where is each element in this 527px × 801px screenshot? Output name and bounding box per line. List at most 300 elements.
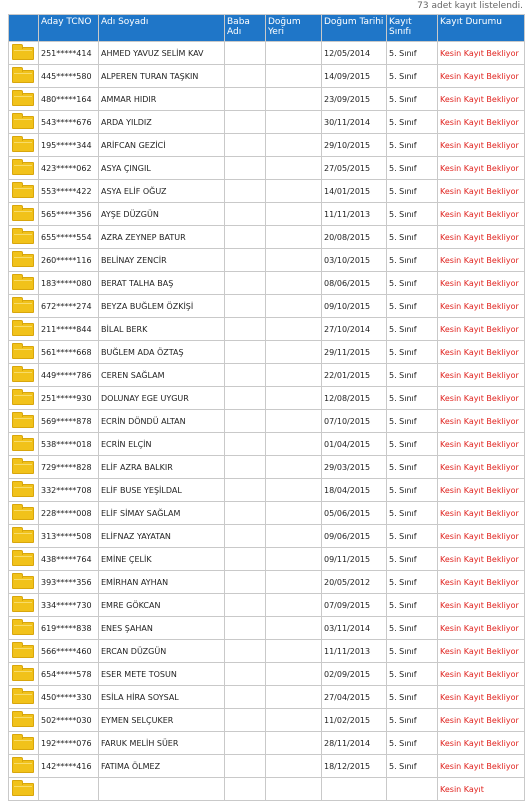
cell-name: ECRİN DÖNDÜ ALTAN (99, 410, 225, 433)
cell-father (225, 479, 266, 502)
folder-icon[interactable] (12, 369, 34, 382)
folder-icon[interactable] (12, 622, 34, 635)
folder-icon[interactable] (12, 714, 34, 727)
cell-birthplace (266, 272, 322, 295)
cell-name: FATIMA ÖLMEZ (99, 755, 225, 778)
folder-icon[interactable] (12, 300, 34, 313)
cell-birthdate: 23/09/2015 (322, 88, 387, 111)
cell-birthplace (266, 88, 322, 111)
table-row[interactable] (9, 571, 525, 594)
folder-icon[interactable] (12, 576, 34, 589)
cell-birthplace (266, 134, 322, 157)
cell-grade: 5. Sınıf (387, 42, 438, 65)
cell-status: Kesin Kayıt Bekliyor (438, 157, 525, 180)
cell-folder (9, 134, 39, 157)
cell-birthdate: 27/05/2015 (322, 157, 387, 180)
folder-icon[interactable] (12, 254, 34, 267)
cell-name: FARUK MELİH SÜER (99, 732, 225, 755)
cell-birthplace (266, 226, 322, 249)
cell-birthdate: 11/02/2015 (322, 709, 387, 732)
table-row[interactable] (9, 272, 525, 295)
cell-father (225, 709, 266, 732)
cell-birthplace (266, 318, 322, 341)
cell-status: Kesin Kayıt Bekliyor (438, 732, 525, 755)
cell-name (99, 778, 225, 801)
cell-birthdate: 07/10/2015 (322, 410, 387, 433)
cell-name: ALPEREN TURAN TAŞKIN (99, 65, 225, 88)
cell-birthplace (266, 111, 322, 134)
table-row[interactable] (9, 456, 525, 479)
table-row[interactable] (9, 778, 525, 801)
cell-birthdate: 09/11/2015 (322, 548, 387, 571)
table-row[interactable] (9, 686, 525, 709)
cell-tcno (39, 778, 99, 801)
cell-grade: 5. Sınıf (387, 709, 438, 732)
cell-name: BEYZA BUĞLEM ÖZKİŞİ (99, 295, 225, 318)
table-row[interactable] (9, 732, 525, 755)
table-row[interactable] (9, 341, 525, 364)
cell-folder (9, 433, 39, 456)
cell-grade: 5. Sınıf (387, 456, 438, 479)
folder-icon[interactable] (12, 783, 34, 796)
cell-folder (9, 732, 39, 755)
cell-grade (387, 778, 438, 801)
cell-father (225, 732, 266, 755)
cell-tcno: 423*****062 (39, 157, 99, 180)
cell-birthdate: 14/09/2015 (322, 65, 387, 88)
cell-name: BUĞLEM ADA ÖZTAŞ (99, 341, 225, 364)
cell-name: ELİF SİMAY SAĞLAM (99, 502, 225, 525)
cell-father (225, 341, 266, 364)
cell-tcno: 450*****330 (39, 686, 99, 709)
cell-birthplace (266, 410, 322, 433)
header-status[interactable]: Kayıt Durumu (438, 15, 525, 42)
cell-folder (9, 341, 39, 364)
cell-tcno: 619*****838 (39, 617, 99, 640)
cell-status: Kesin Kayıt Bekliyor (438, 571, 525, 594)
cell-grade: 5. Sınıf (387, 341, 438, 364)
folder-icon[interactable] (12, 668, 34, 681)
cell-name: BERAT TALHA BAŞ (99, 272, 225, 295)
cell-name: EMİNE ÇELİK (99, 548, 225, 571)
cell-tcno: 195*****344 (39, 134, 99, 157)
cell-name: ASYA ELİF OĞUZ (99, 180, 225, 203)
cell-father (225, 433, 266, 456)
cell-tcno: 260*****116 (39, 249, 99, 272)
folder-icon[interactable] (12, 737, 34, 750)
cell-name: ARİFCAN GEZİCİ (99, 134, 225, 157)
cell-birthdate: 29/10/2015 (322, 134, 387, 157)
student-table (8, 14, 525, 801)
cell-tcno: 565*****356 (39, 203, 99, 226)
cell-name: EMİRHAN AYHAN (99, 571, 225, 594)
cell-status: Kesin Kayıt Bekliyor (438, 755, 525, 778)
cell-birthdate: 28/11/2014 (322, 732, 387, 755)
cell-folder (9, 755, 39, 778)
cell-birthdate: 08/06/2015 (322, 272, 387, 295)
folder-icon[interactable] (12, 231, 34, 244)
cell-folder (9, 502, 39, 525)
cell-father (225, 203, 266, 226)
cell-birthdate: 29/11/2015 (322, 341, 387, 364)
cell-tcno: 334*****730 (39, 594, 99, 617)
cell-folder (9, 364, 39, 387)
cell-grade: 5. Sınıf (387, 364, 438, 387)
cell-folder (9, 778, 39, 801)
cell-birthdate: 18/04/2015 (322, 479, 387, 502)
table-row[interactable] (9, 617, 525, 640)
cell-birthplace (266, 732, 322, 755)
cell-father (225, 778, 266, 801)
cell-tcno: 729*****828 (39, 456, 99, 479)
table-row[interactable] (9, 157, 525, 180)
cell-grade: 5. Sınıf (387, 157, 438, 180)
table-row[interactable] (9, 433, 525, 456)
cell-father (225, 65, 266, 88)
cell-father (225, 134, 266, 157)
cell-name: AMMAR HIDIR (99, 88, 225, 111)
cell-name: ELİF BUSE YEŞİLDAL (99, 479, 225, 502)
cell-father (225, 157, 266, 180)
cell-birthdate: 29/03/2015 (322, 456, 387, 479)
folder-icon[interactable] (12, 415, 34, 428)
header-birthdate[interactable]: Doğum Tarihi (322, 15, 387, 42)
cell-status: Kesin Kayıt Bekliyor (438, 318, 525, 341)
cell-birthplace (266, 640, 322, 663)
cell-grade: 5. Sınıf (387, 732, 438, 755)
cell-grade: 5. Sınıf (387, 295, 438, 318)
cell-folder (9, 157, 39, 180)
cell-birthplace (266, 42, 322, 65)
cell-grade: 5. Sınıf (387, 617, 438, 640)
cell-birthdate (322, 778, 387, 801)
table-row[interactable] (9, 502, 525, 525)
cell-status: Kesin Kayıt (438, 778, 525, 801)
cell-name: ELİF AZRA BALKIR (99, 456, 225, 479)
cell-birthdate: 12/05/2014 (322, 42, 387, 65)
cell-grade: 5. Sınıf (387, 502, 438, 525)
cell-birthplace (266, 249, 322, 272)
cell-grade: 5. Sınıf (387, 180, 438, 203)
cell-name: CEREN SAĞLAM (99, 364, 225, 387)
cell-grade: 5. Sınıf (387, 65, 438, 88)
cell-status: Kesin Kayıt Bekliyor (438, 111, 525, 134)
folder-icon[interactable] (12, 392, 34, 405)
cell-birthdate: 30/11/2014 (322, 111, 387, 134)
cell-birthplace (266, 456, 322, 479)
cell-folder (9, 479, 39, 502)
cell-birthdate: 14/01/2015 (322, 180, 387, 203)
cell-father (225, 410, 266, 433)
cell-name: AYŞE DÜZGÜN (99, 203, 225, 226)
cell-status: Kesin Kayıt Bekliyor (438, 272, 525, 295)
cell-status: Kesin Kayıt Bekliyor (438, 387, 525, 410)
cell-name: ARDA YILDIZ (99, 111, 225, 134)
cell-status: Kesin Kayıt Bekliyor (438, 686, 525, 709)
cell-grade: 5. Sınıf (387, 410, 438, 433)
cell-tcno: 672*****274 (39, 295, 99, 318)
cell-folder (9, 456, 39, 479)
cell-tcno: 332*****708 (39, 479, 99, 502)
table-row[interactable] (9, 249, 525, 272)
table-row[interactable] (9, 594, 525, 617)
cell-grade: 5. Sınıf (387, 525, 438, 548)
cell-father (225, 226, 266, 249)
cell-birthplace (266, 295, 322, 318)
table-row[interactable] (9, 663, 525, 686)
cell-name: EMRE GÖKCAN (99, 594, 225, 617)
cell-tcno: 569*****878 (39, 410, 99, 433)
folder-icon[interactable] (12, 507, 34, 520)
cell-folder (9, 617, 39, 640)
folder-icon[interactable] (12, 438, 34, 451)
cell-status: Kesin Kayıt Bekliyor (438, 180, 525, 203)
table-row[interactable] (9, 709, 525, 732)
cell-birthplace (266, 364, 322, 387)
cell-father (225, 548, 266, 571)
cell-folder (9, 709, 39, 732)
table-row[interactable] (9, 226, 525, 249)
cell-birthdate: 03/10/2015 (322, 249, 387, 272)
cell-father (225, 525, 266, 548)
cell-grade: 5. Sınıf (387, 318, 438, 341)
cell-status: Kesin Kayıt Bekliyor (438, 65, 525, 88)
cell-birthdate: 11/11/2013 (322, 203, 387, 226)
cell-tcno: 538*****018 (39, 433, 99, 456)
cell-birthplace (266, 663, 322, 686)
cell-birthplace (266, 65, 322, 88)
table-row[interactable] (9, 203, 525, 226)
cell-birthdate: 22/01/2015 (322, 364, 387, 387)
cell-birthdate: 01/04/2015 (322, 433, 387, 456)
table-row[interactable] (9, 479, 525, 502)
cell-status: Kesin Kayıt Bekliyor (438, 341, 525, 364)
folder-icon[interactable] (12, 162, 34, 175)
table-row[interactable] (9, 387, 525, 410)
cell-birthplace (266, 525, 322, 548)
cell-status: Kesin Kayıt Bekliyor (438, 249, 525, 272)
cell-status: Kesin Kayıt Bekliyor (438, 295, 525, 318)
folder-icon[interactable] (12, 116, 34, 129)
cell-status: Kesin Kayıt Bekliyor (438, 663, 525, 686)
cell-birthdate: 03/11/2014 (322, 617, 387, 640)
cell-status: Kesin Kayıt Bekliyor (438, 203, 525, 226)
cell-name: BELİNAY ZENCİR (99, 249, 225, 272)
cell-tcno: 251*****414 (39, 42, 99, 65)
cell-father (225, 88, 266, 111)
cell-tcno: 438*****764 (39, 548, 99, 571)
cell-grade: 5. Sınıf (387, 686, 438, 709)
cell-status: Kesin Kayıt Bekliyor (438, 640, 525, 663)
cell-folder (9, 180, 39, 203)
cell-birthplace (266, 387, 322, 410)
cell-tcno: 543*****676 (39, 111, 99, 134)
cell-father (225, 295, 266, 318)
cell-birthdate: 11/11/2013 (322, 640, 387, 663)
cell-tcno: 553*****422 (39, 180, 99, 203)
cell-status: Kesin Kayıt Bekliyor (438, 433, 525, 456)
table-row[interactable] (9, 42, 525, 65)
folder-icon[interactable] (12, 70, 34, 83)
cell-birthplace (266, 686, 322, 709)
cell-father (225, 502, 266, 525)
header-grade[interactable]: Kayıt Sınıfı (387, 15, 438, 42)
cell-father (225, 663, 266, 686)
cell-birthplace (266, 157, 322, 180)
header-tcno[interactable]: Aday TCNO (39, 15, 99, 42)
cell-birthplace (266, 571, 322, 594)
cell-grade: 5. Sınıf (387, 249, 438, 272)
cell-status: Kesin Kayıt Bekliyor (438, 709, 525, 732)
table-row[interactable] (9, 134, 525, 157)
cell-folder (9, 88, 39, 111)
cell-name: EYMEN SELÇUKER (99, 709, 225, 732)
folder-icon[interactable] (12, 760, 34, 773)
cell-name: ESER METE TOSUN (99, 663, 225, 686)
cell-birthplace (266, 778, 322, 801)
cell-birthplace (266, 755, 322, 778)
cell-name: AZRA ZEYNEP BATUR (99, 226, 225, 249)
folder-icon[interactable] (12, 185, 34, 198)
header-name[interactable]: Adı Soyadı (99, 15, 225, 42)
cell-grade: 5. Sınıf (387, 663, 438, 686)
cell-folder (9, 272, 39, 295)
cell-status: Kesin Kayıt Bekliyor (438, 226, 525, 249)
folder-icon[interactable] (12, 346, 34, 359)
table-row[interactable] (9, 111, 525, 134)
cell-father (225, 249, 266, 272)
folder-icon[interactable] (12, 484, 34, 497)
folder-icon[interactable] (12, 93, 34, 106)
cell-father (225, 111, 266, 134)
table-row[interactable] (9, 295, 525, 318)
cell-grade: 5. Sınıf (387, 111, 438, 134)
table-row[interactable] (9, 410, 525, 433)
cell-father (225, 387, 266, 410)
header-father[interactable]: Baba Adı (225, 15, 266, 42)
cell-tcno: 228*****008 (39, 502, 99, 525)
cell-tcno: 313*****508 (39, 525, 99, 548)
cell-birthdate: 27/10/2014 (322, 318, 387, 341)
folder-icon[interactable] (12, 691, 34, 704)
cell-grade: 5. Sınıf (387, 571, 438, 594)
cell-father (225, 456, 266, 479)
cell-father (225, 755, 266, 778)
table-row[interactable] (9, 640, 525, 663)
table-row[interactable] (9, 548, 525, 571)
folder-icon[interactable] (12, 553, 34, 566)
cell-status: Kesin Kayıt Bekliyor (438, 410, 525, 433)
folder-icon[interactable] (12, 139, 34, 152)
cell-birthdate: 02/09/2015 (322, 663, 387, 686)
cell-tcno: 655*****554 (39, 226, 99, 249)
cell-name: ESİLA HİRA SOYSAL (99, 686, 225, 709)
cell-name: ERCAN DÜZGÜN (99, 640, 225, 663)
cell-birthdate: 12/08/2015 (322, 387, 387, 410)
cell-name: DOLUNAY EGE UYGUR (99, 387, 225, 410)
cell-status: Kesin Kayıt Bekliyor (438, 364, 525, 387)
folder-icon[interactable] (12, 645, 34, 658)
cell-birthdate: 18/12/2015 (322, 755, 387, 778)
cell-grade: 5. Sınıf (387, 548, 438, 571)
cell-name: BİLAL BERK (99, 318, 225, 341)
cell-grade: 5. Sınıf (387, 594, 438, 617)
table-row[interactable] (9, 88, 525, 111)
cell-father (225, 571, 266, 594)
record-count-text: 73 adet kayıt listelendi. (417, 1, 523, 11)
cell-name: ENES ŞAHAN (99, 617, 225, 640)
cell-father (225, 594, 266, 617)
cell-folder (9, 318, 39, 341)
cell-father (225, 272, 266, 295)
cell-status: Kesin Kayıt Bekliyor (438, 594, 525, 617)
cell-folder (9, 42, 39, 65)
cell-folder (9, 571, 39, 594)
cell-tcno: 142*****416 (39, 755, 99, 778)
cell-tcno: 654*****578 (39, 663, 99, 686)
folder-icon[interactable] (12, 461, 34, 474)
table-row[interactable] (9, 755, 525, 778)
cell-tcno: 211*****844 (39, 318, 99, 341)
cell-folder (9, 226, 39, 249)
cell-status: Kesin Kayıt Bekliyor (438, 548, 525, 571)
cell-status: Kesin Kayıt Bekliyor (438, 525, 525, 548)
table-row[interactable] (9, 180, 525, 203)
cell-birthdate: 05/06/2015 (322, 502, 387, 525)
table-row[interactable] (9, 364, 525, 387)
cell-folder (9, 525, 39, 548)
cell-grade: 5. Sınıf (387, 134, 438, 157)
cell-birthdate: 20/08/2015 (322, 226, 387, 249)
cell-status: Kesin Kayıt Bekliyor (438, 42, 525, 65)
folder-icon[interactable] (12, 277, 34, 290)
table-header-row (9, 15, 525, 42)
cell-name: AHMED YAVUZ SELİM KAV (99, 42, 225, 65)
cell-father (225, 318, 266, 341)
cell-folder (9, 203, 39, 226)
cell-folder (9, 295, 39, 318)
cell-status: Kesin Kayıt Bekliyor (438, 134, 525, 157)
folder-icon[interactable] (12, 47, 34, 60)
table-row[interactable] (9, 525, 525, 548)
folder-icon[interactable] (12, 208, 34, 221)
cell-tcno: 449*****786 (39, 364, 99, 387)
cell-tcno: 251*****930 (39, 387, 99, 410)
cell-grade: 5. Sınıf (387, 433, 438, 456)
folder-icon[interactable] (12, 323, 34, 336)
folder-icon[interactable] (12, 530, 34, 543)
table-row[interactable] (9, 318, 525, 341)
cell-birthplace (266, 180, 322, 203)
header-birthplace[interactable]: Doğum Yeri (266, 15, 322, 42)
cell-status: Kesin Kayıt Bekliyor (438, 479, 525, 502)
cell-birthdate: 20/05/2012 (322, 571, 387, 594)
table-row[interactable] (9, 65, 525, 88)
cell-birthdate: 09/06/2015 (322, 525, 387, 548)
cell-tcno: 393*****356 (39, 571, 99, 594)
cell-birthplace (266, 479, 322, 502)
cell-birthplace (266, 594, 322, 617)
cell-grade: 5. Sınıf (387, 272, 438, 295)
cell-folder (9, 640, 39, 663)
folder-icon[interactable] (12, 599, 34, 612)
cell-tcno: 566*****460 (39, 640, 99, 663)
cell-status: Kesin Kayıt Bekliyor (438, 502, 525, 525)
cell-father (225, 364, 266, 387)
cell-grade: 5. Sınıf (387, 640, 438, 663)
cell-folder (9, 594, 39, 617)
cell-tcno: 183*****080 (39, 272, 99, 295)
